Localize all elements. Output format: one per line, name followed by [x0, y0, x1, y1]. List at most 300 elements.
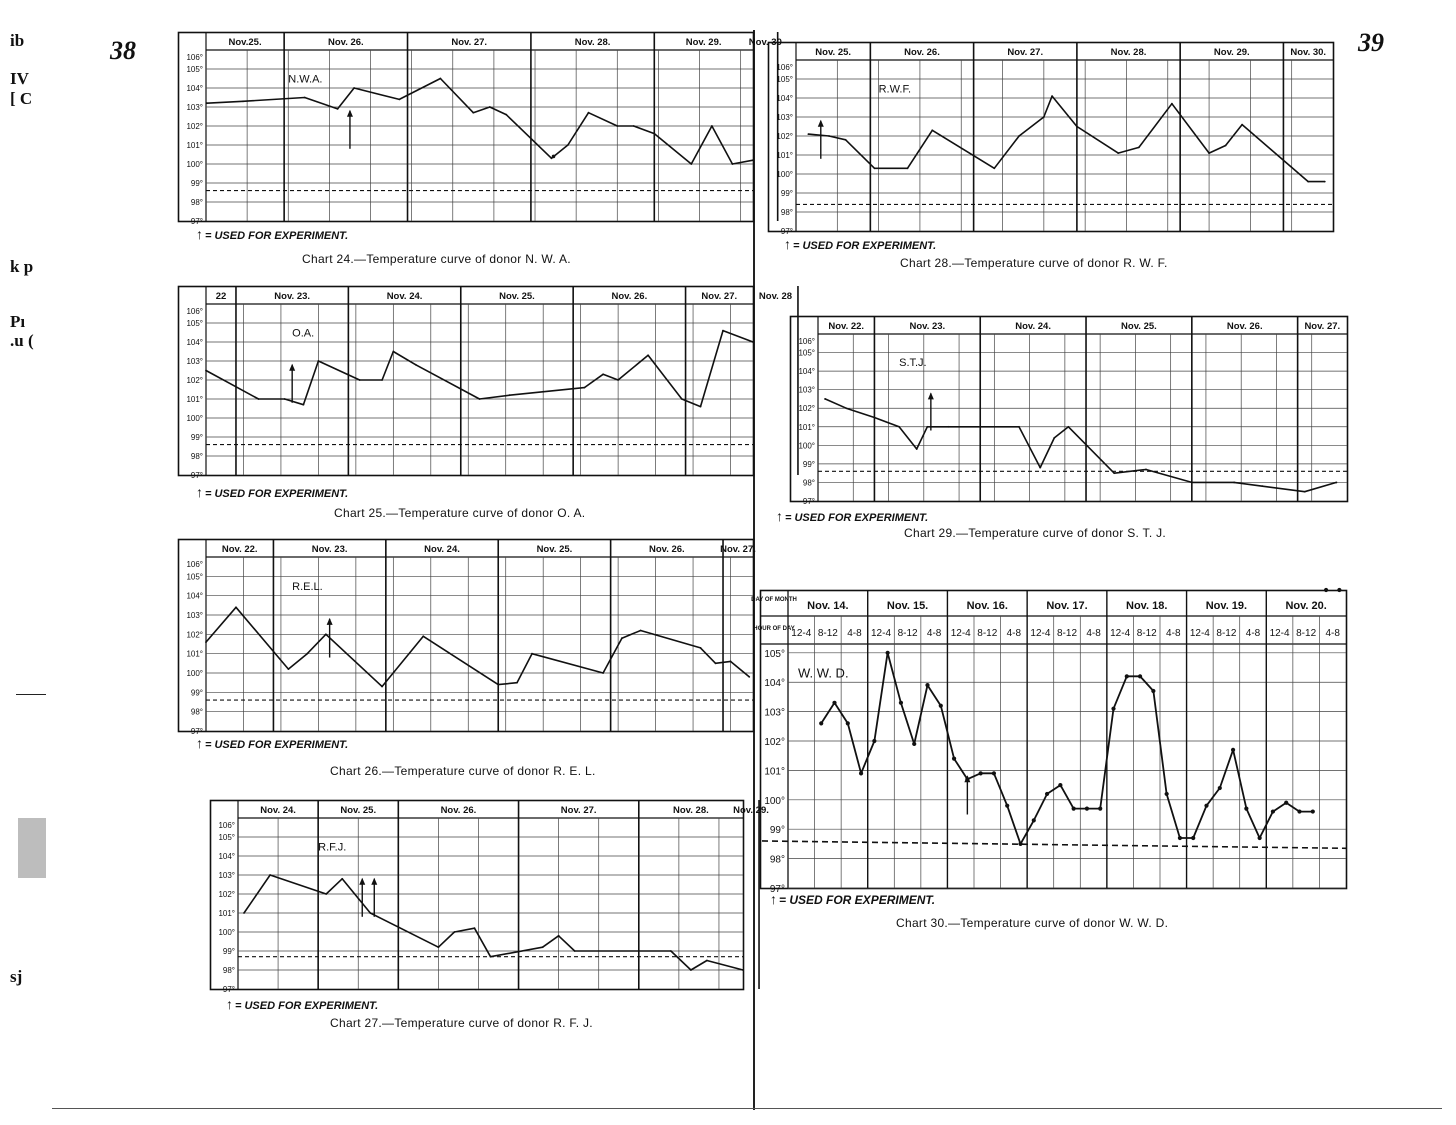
- day-label: Nov. 28: [758, 291, 793, 302]
- temperature-curve: [821, 653, 1313, 844]
- y-tick-label: 104°: [798, 367, 815, 377]
- chart-caption: Chart 27.—Temperature curve of donor R. F. J.: [330, 1016, 593, 1030]
- day-label: Nov. 25.: [340, 805, 377, 816]
- arrow-icon: ↑: [226, 996, 233, 1012]
- y-tick-label: 98°: [780, 208, 793, 217]
- y-tick-label: 105°: [186, 572, 203, 582]
- data-point: [653, 133, 655, 135]
- donor-initials: R.F.J.: [318, 841, 347, 854]
- day-label: Nov. 29.: [1213, 47, 1250, 58]
- day-label: Nov. 27.: [701, 291, 738, 302]
- data-point: [1191, 482, 1193, 484]
- data-point: [1337, 588, 1341, 592]
- data-point: [205, 370, 207, 372]
- data-point: [700, 647, 702, 649]
- y-tick-label: 101°: [186, 649, 203, 659]
- chart-caption: Chart 26.—Temperature curve of donor R. E. L.: [330, 764, 596, 778]
- data-point: [1204, 804, 1208, 808]
- data-point: [845, 407, 847, 409]
- data-point: [1076, 126, 1078, 128]
- data-point: [509, 394, 511, 396]
- hour-label: 8-12: [1216, 628, 1237, 639]
- data-point: [828, 135, 830, 137]
- day-label: Nov. 20.: [1285, 600, 1327, 612]
- chart-24: [178, 32, 782, 226]
- y-tick-label: 99°: [802, 459, 815, 469]
- y-tick-label: 106°: [186, 53, 203, 62]
- data-point: [1053, 437, 1055, 439]
- data-point: [1005, 804, 1009, 808]
- data-point: [1043, 116, 1045, 118]
- donor-initials: R.E.L.: [292, 581, 323, 593]
- data-point: [235, 606, 237, 608]
- data-point: [1125, 674, 1129, 678]
- hour-label: 4-8: [926, 628, 942, 639]
- data-point: [341, 878, 343, 880]
- hour-label: 8-12: [1296, 628, 1317, 639]
- hour-label: 12-4: [1189, 628, 1210, 639]
- legend-used-for-experiment: ↑ = USED FOR EXPERIMENT.: [776, 508, 929, 524]
- day-of-month-header: DAY OF MONTH: [751, 597, 797, 603]
- data-point: [711, 125, 713, 127]
- y-tick-label: 105°: [776, 75, 793, 84]
- data-point: [369, 912, 371, 914]
- data-point: [1258, 836, 1262, 840]
- experiment-arrow-head: [327, 618, 333, 625]
- data-point: [819, 721, 823, 725]
- data-point: [337, 108, 339, 110]
- donor-initials: N.W.A.: [288, 73, 323, 86]
- temperature-curve: [206, 607, 749, 686]
- data-point: [490, 956, 492, 958]
- hour-label: 4-8: [1086, 628, 1101, 639]
- data-point: [588, 112, 590, 114]
- y-tick-label: 103°: [186, 103, 203, 112]
- hour-label: 4-8: [1166, 628, 1181, 639]
- chart-26: [178, 539, 756, 736]
- y-tick-label: 105°: [798, 348, 815, 358]
- hour-label: 12-4: [1269, 628, 1290, 639]
- day-label: Nov. 23.: [274, 291, 311, 302]
- data-point: [715, 662, 717, 664]
- data-point: [381, 379, 383, 381]
- data-point: [874, 417, 876, 419]
- y-tick-label: 104°: [186, 591, 203, 601]
- data-point: [690, 163, 692, 165]
- y-tick-label: 103°: [764, 707, 785, 719]
- data-point: [479, 398, 481, 400]
- day-label: Nov. 29.: [733, 805, 769, 816]
- y-tick-label: 101°: [218, 909, 235, 918]
- data-point: [931, 129, 933, 131]
- y-tick-label: 99°: [769, 825, 785, 837]
- edge-fragment: sj: [10, 967, 23, 986]
- data-point: [670, 950, 672, 952]
- data-point: [845, 139, 847, 141]
- chart-25: [178, 286, 793, 480]
- y-tick-label: 97°: [769, 884, 785, 895]
- data-point: [1111, 707, 1115, 711]
- scan-artifact: [18, 818, 46, 878]
- day-label: Nov. 25.: [536, 544, 573, 555]
- chart-caption: Chart 29.—Temperature curve of donor S. T. J.: [904, 526, 1167, 540]
- data-point: [912, 742, 916, 746]
- day-label: Nov. 28.: [574, 37, 611, 48]
- y-tick-label: 101°: [186, 395, 203, 404]
- data-point: [531, 653, 533, 655]
- day-label: Nov. 26.: [648, 544, 685, 555]
- experiment-arrow-head: [289, 364, 295, 371]
- data-point: [1324, 588, 1328, 592]
- data-point: [317, 360, 319, 362]
- data-point: [242, 100, 244, 102]
- y-tick-label: 103°: [798, 385, 815, 395]
- y-tick-label: 102°: [798, 404, 815, 414]
- data-point: [647, 354, 649, 356]
- day-label: Nov. 26.: [904, 47, 940, 58]
- data-point: [1307, 181, 1309, 183]
- data-point: [1018, 842, 1022, 846]
- day-label: Nov. 25.: [1121, 321, 1157, 332]
- data-point: [602, 672, 604, 674]
- data-point: [1261, 485, 1263, 487]
- y-tick-label: 97°: [190, 727, 203, 736]
- y-tick-label: 105°: [186, 319, 203, 328]
- arrow-icon: ↑: [776, 508, 783, 524]
- y-tick-label: 103°: [186, 611, 203, 620]
- y-tick-label: 106°: [186, 307, 203, 316]
- data-point: [952, 757, 956, 761]
- y-tick-label: 100°: [798, 441, 815, 451]
- data-point: [824, 398, 826, 400]
- day-label: Nov. 26.: [611, 291, 648, 302]
- y-tick-label: 106°: [798, 337, 815, 346]
- y-tick-label: 103°: [776, 113, 793, 122]
- donor-initials: O.A.: [292, 327, 315, 340]
- data-point: [722, 330, 724, 332]
- data-point: [616, 125, 618, 127]
- experiment-arrow-head: [359, 878, 365, 885]
- y-tick-label: 98°: [802, 478, 815, 488]
- chart-28: [768, 42, 1334, 236]
- y-tick-label: 104°: [186, 84, 203, 93]
- y-tick-label: 100°: [764, 795, 785, 807]
- day-label: Nov. 30.: [1290, 47, 1327, 58]
- data-point: [752, 159, 754, 161]
- data-point: [1284, 801, 1288, 805]
- day-label: 22: [215, 291, 227, 302]
- data-point: [874, 167, 876, 169]
- data-point: [1138, 674, 1142, 678]
- data-point: [1117, 152, 1119, 154]
- data-point: [454, 931, 456, 933]
- edge-fragment: ib: [10, 31, 25, 50]
- data-point: [1297, 809, 1301, 813]
- experiment-arrow-head: [347, 110, 353, 117]
- data-point: [325, 893, 327, 895]
- data-point: [700, 406, 702, 408]
- y-tick-label: 102°: [776, 132, 793, 141]
- y-tick-label: 100°: [186, 414, 203, 423]
- data-point: [574, 950, 576, 952]
- edge-fragment: [ C: [10, 89, 33, 108]
- y-tick-label: 106°: [218, 821, 235, 830]
- y-tick-label: 101°: [764, 766, 785, 778]
- y-tick-label: 101°: [776, 151, 793, 160]
- y-tick-label: 97°: [780, 227, 793, 236]
- y-tick-label: 97°: [222, 985, 235, 994]
- day-label: Nov. 30: [748, 37, 782, 48]
- y-tick-label: 104°: [218, 852, 235, 861]
- y-tick-label: 103°: [218, 871, 235, 880]
- data-point: [1085, 807, 1089, 811]
- day-label: Nov. 24.: [386, 291, 423, 302]
- data-point: [243, 912, 245, 914]
- data-point: [832, 701, 836, 705]
- data-point: [497, 684, 499, 686]
- y-tick-label: 101°: [186, 141, 203, 150]
- data-point: [1178, 836, 1182, 840]
- chart-29: [790, 316, 1348, 506]
- data-point: [617, 379, 619, 381]
- data-point: [422, 635, 424, 637]
- data-point: [584, 387, 586, 389]
- data-point: [304, 97, 306, 99]
- data-point: [551, 157, 553, 159]
- y-tick-label: 99°: [780, 189, 793, 198]
- data-point: [1058, 783, 1062, 787]
- day-label: Nov.25.: [228, 37, 262, 48]
- data-point: [392, 351, 394, 353]
- chart-frame: [211, 801, 744, 990]
- data-point: [489, 106, 491, 108]
- donor-initials: R.W.F.: [878, 83, 912, 96]
- chart-caption: Chart 24.—Temperature curve of donor N. W. A.: [302, 252, 571, 266]
- hour-label: 8-12: [897, 628, 918, 639]
- data-point: [381, 686, 383, 688]
- data-point: [1165, 792, 1169, 796]
- day-label: Nov. 26.: [440, 805, 477, 816]
- y-tick-label: 104°: [776, 94, 793, 103]
- data-point: [926, 426, 928, 428]
- data-point: [979, 771, 983, 775]
- data-point: [258, 398, 260, 400]
- edge-fragment: IV: [10, 69, 29, 88]
- data-point: [1225, 145, 1227, 147]
- legend-used-for-experiment: ↑ = USED FOR EXPERIMENT.: [226, 996, 379, 1012]
- legend-used-for-experiment: ↑ = USED FOR EXPERIMENT.: [784, 236, 937, 252]
- day-label: Nov. 27.: [560, 805, 597, 816]
- data-point: [353, 87, 355, 89]
- day-label: Nov. 28.: [673, 805, 709, 816]
- data-point: [886, 651, 890, 655]
- y-tick-label: 97°: [190, 217, 203, 226]
- edge-fragment: .u (: [10, 331, 34, 350]
- data-point: [846, 721, 850, 725]
- y-tick-label: 97°: [802, 497, 815, 506]
- day-label: Nov. 23.: [311, 544, 348, 555]
- data-point: [948, 426, 950, 428]
- data-point: [288, 668, 290, 670]
- data-point: [732, 163, 734, 165]
- day-label: Nov. 22.: [221, 544, 258, 555]
- data-point: [1018, 135, 1020, 137]
- y-tick-label: 105°: [764, 648, 785, 660]
- data-point: [1113, 472, 1115, 474]
- day-label: Nov. 19.: [1205, 600, 1248, 612]
- day-label: Nov. 24.: [424, 544, 460, 555]
- day-label: Nov. 24.: [260, 805, 296, 816]
- y-tick-label: 102°: [186, 376, 203, 385]
- arrow-icon: ↑: [784, 236, 791, 252]
- day-label: Nov. 29.: [685, 37, 722, 48]
- legend-used-for-experiment: ↑ = USED FOR EXPERIMENT.: [196, 226, 349, 242]
- data-point: [505, 114, 507, 116]
- day-label: Nov. 27.: [720, 544, 756, 555]
- y-tick-label: 100°: [186, 669, 203, 678]
- data-point: [1045, 792, 1049, 796]
- data-point: [303, 404, 305, 406]
- data-point: [269, 874, 271, 876]
- legend-used-for-experiment: ↑ = USED FOR EXPERIMENT.: [770, 891, 936, 907]
- data-point: [1324, 181, 1326, 183]
- hour-label: 12-4: [950, 628, 971, 639]
- data-point: [1304, 491, 1306, 493]
- temperature-curve: [808, 96, 1324, 182]
- day-label: Nov. 27.: [1007, 47, 1044, 58]
- data-point: [752, 341, 754, 343]
- data-point: [558, 935, 560, 937]
- donor-initials: S.T.J.: [899, 356, 927, 369]
- data-point: [205, 641, 207, 643]
- data-point: [472, 112, 474, 114]
- y-tick-label: 101°: [798, 422, 815, 432]
- experiment-arrow-head: [818, 120, 824, 127]
- data-point: [916, 448, 918, 450]
- day-label: Nov. 25.: [815, 47, 852, 58]
- y-tick-label: 104°: [186, 338, 203, 347]
- y-tick-label: 102°: [218, 890, 235, 899]
- day-label: Nov. 25.: [499, 291, 535, 302]
- data-point: [1336, 482, 1338, 484]
- day-label: Nov. 23.: [909, 321, 946, 332]
- day-label: Nov. 15.: [886, 600, 929, 612]
- day-label: Nov. 27.: [1304, 321, 1341, 332]
- y-tick-label: 100°: [186, 160, 203, 169]
- arrow-icon: ↑: [196, 484, 203, 500]
- hour-label: 8-12: [1056, 628, 1078, 639]
- chart-frame: [179, 540, 754, 732]
- experiment-arrow-head: [371, 878, 377, 885]
- data-point: [1271, 809, 1275, 813]
- data-point: [681, 398, 683, 400]
- chart-caption: Chart 28.—Temperature curve of donor R. W. F.: [900, 256, 1168, 270]
- y-tick-label: 105°: [186, 65, 203, 74]
- data-point: [1039, 467, 1041, 469]
- chart-caption: Chart 25.—Temperature curve of donor O. A.: [334, 506, 586, 520]
- data-point: [899, 701, 903, 705]
- y-tick-label: 99°: [190, 433, 203, 442]
- y-tick-label: 102°: [764, 737, 785, 749]
- y-tick-label: 98°: [222, 966, 235, 975]
- day-label: Nov. 28.: [1110, 47, 1147, 58]
- data-point: [939, 704, 943, 708]
- data-point: [1231, 748, 1235, 752]
- day-label: Nov. 26.: [1226, 321, 1263, 332]
- data-point: [542, 946, 544, 948]
- data-point: [1072, 807, 1076, 811]
- y-tick-label: 102°: [186, 122, 203, 131]
- data-point: [907, 167, 909, 169]
- data-point: [474, 927, 476, 929]
- y-tick-label: 99°: [222, 947, 235, 956]
- hour-label: 12-4: [1110, 628, 1131, 639]
- hour-of-day-header: HOUR OF DAY: [753, 626, 795, 632]
- arrow-icon: ↑: [770, 891, 777, 907]
- hour-label: 12-4: [870, 628, 892, 639]
- day-label: Nov. 14.: [807, 600, 849, 612]
- y-tick-label: 100°: [776, 170, 793, 179]
- day-label: Nov. 24.: [1015, 321, 1051, 332]
- edge-fragment: k p: [10, 257, 34, 276]
- data-point: [690, 969, 692, 971]
- chart-frame: [179, 33, 754, 222]
- hour-label: 4-8: [1006, 628, 1022, 639]
- data-point: [706, 960, 708, 962]
- data-point: [993, 167, 995, 169]
- hour-label: 12-4: [1030, 628, 1051, 639]
- legend-used-for-experiment: ↑ = USED FOR EXPERIMENT.: [196, 484, 349, 500]
- data-point: [1138, 147, 1140, 149]
- arrow-icon: ↑: [196, 226, 203, 242]
- chart-27: [210, 800, 769, 994]
- data-point: [398, 99, 400, 101]
- data-point: [730, 661, 732, 663]
- data-point: [872, 739, 876, 743]
- data-point: [602, 373, 604, 375]
- data-point: [1051, 95, 1053, 97]
- data-point: [1241, 124, 1243, 126]
- data-point: [1233, 482, 1235, 484]
- data-point: [359, 379, 361, 381]
- legend-used-for-experiment: ↑ = USED FOR EXPERIMENT.: [196, 735, 349, 751]
- y-tick-label: 106°: [186, 560, 203, 569]
- hour-label: 4-8: [1325, 628, 1340, 639]
- hour-label: 8-12: [817, 628, 838, 639]
- data-point: [1311, 809, 1315, 813]
- data-point: [748, 676, 750, 678]
- y-tick-label: 97°: [190, 471, 203, 480]
- y-tick-label: 102°: [186, 630, 203, 640]
- hour-label: 8-12: [1136, 628, 1157, 639]
- data-point: [1208, 152, 1210, 154]
- page-number-left: 38: [110, 36, 136, 65]
- data-point: [440, 78, 442, 80]
- data-point: [925, 683, 929, 687]
- temperature-curve: [207, 79, 753, 165]
- hour-label: 12-4: [791, 628, 812, 639]
- data-point: [1218, 786, 1222, 790]
- data-point: [1098, 807, 1102, 811]
- day-label: Nov. 18.: [1126, 600, 1168, 612]
- day-label: Nov. 27.: [451, 37, 488, 48]
- data-point: [992, 771, 996, 775]
- experiment-arrow-head: [928, 392, 934, 399]
- data-point: [898, 426, 900, 428]
- data-point: [437, 946, 439, 948]
- day-label: Nov. 17.: [1046, 600, 1088, 612]
- data-point: [1067, 426, 1069, 428]
